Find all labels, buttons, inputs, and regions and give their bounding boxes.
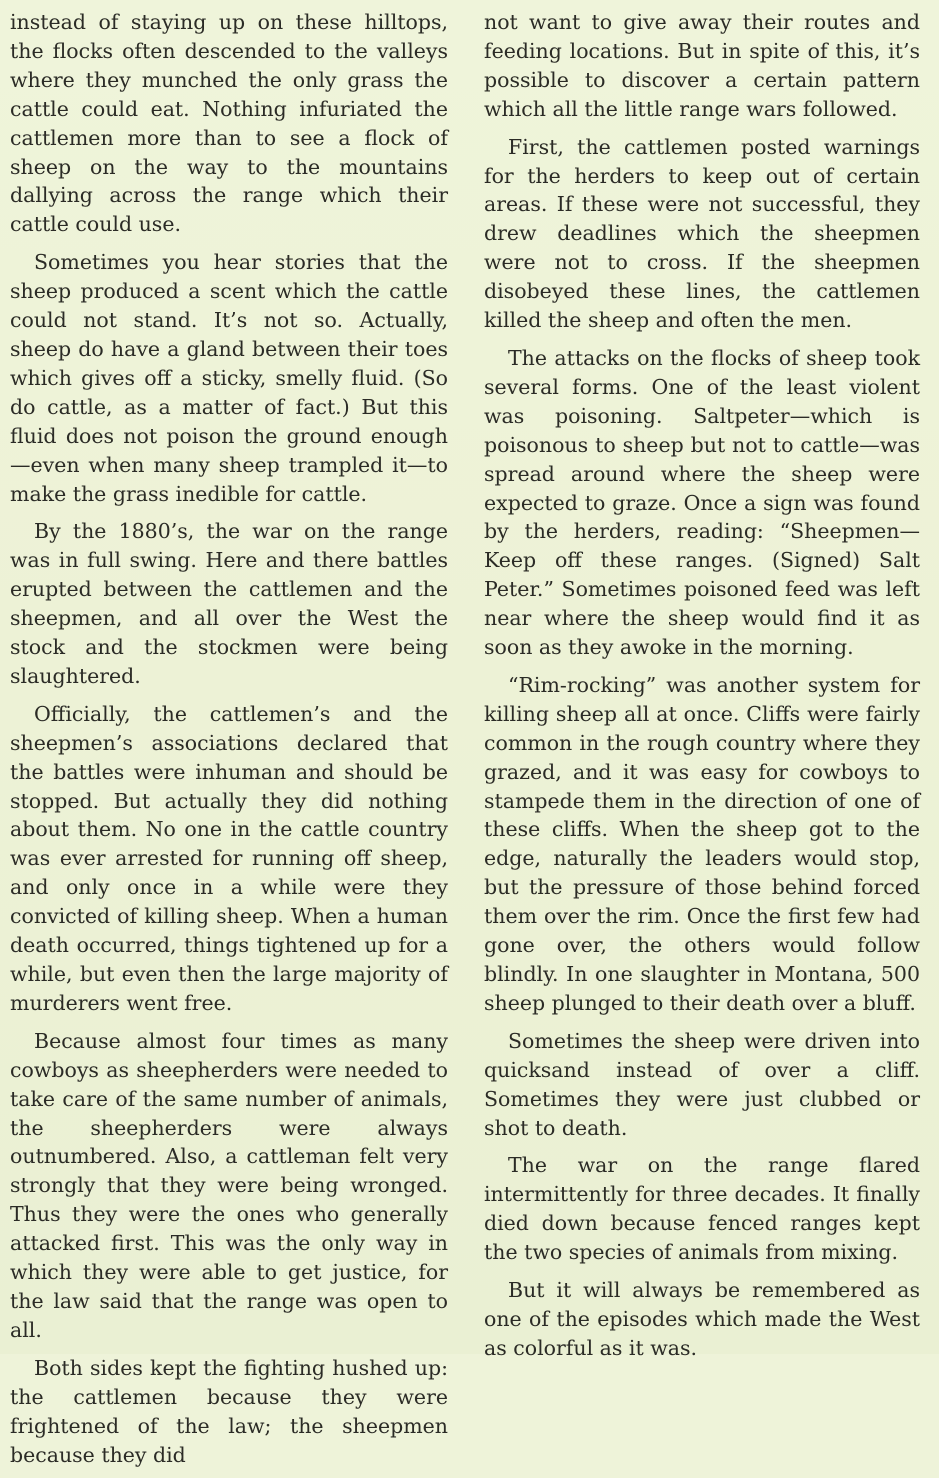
paragraph: not want to give away their routes and feeding locations. But in spite of this, it’s possible to discover a certain pattern which all the little range wars followed. — [484, 10, 920, 121]
paragraph: The attacks on the flocks of sheep took several forms. One of the least violent was poisoning. Saltpeter—which is poisonous to sheep but not to cattle—was spread around where the sheep were expected to graze. Once a sign was found by the herders, reading: “Sheepmen—Keep off these ranges. (Signed) Salt Peter.” Sometimes poisoned feed was left near where the sheep would find it as soon as they awoke in the morning. — [484, 345, 920, 660]
paragraph: Sometimes the sheep were driven into quicksand instead of over a cliff. Sometimes they were just clubbed or shot to death. — [484, 1028, 920, 1140]
paragraph: Both sides kept the fighting hushed up: the cattlemen because they were frightened of the law; the sheepmen because they did — [10, 1355, 448, 1467]
paragraph: Officially, the cattlemen’s and the sheepmen’s associations declared that the battles were inhuman and should be stopped. But actually they did nothing about them. No one in the cattle country was ever arrested for running off sheep, and only once in a while were they convicted of killing sheep. When a human death occurred, things tightened up for a while, but even then the large majority of murderers went free. — [10, 701, 448, 1015]
paragraph: First, the cattlemen posted warnings for the herders to keep out of certain areas. If these were not successful, they drew deadlines which the sheepmen were not to cross. If the sheepmen disobeyed these lines, the cattlemen killed the sheep and often the men. — [484, 134, 920, 333]
paragraph: By the 1880’s, the war on the range was in full swing. Here and there battles erupted between the cattlemen and the sheepmen, and all over the West the stock and the stockmen were being slaughtered. — [10, 519, 448, 688]
paragraph: The war on the range flared intermittently for three decades. It finally died down because fenced ranges kept the two species of animals from mixing. — [484, 1153, 920, 1265]
paragraph: instead of staying up on these hilltops, the flocks often descended to the valleys where they munched the only grass the cattle could eat. Nothing infuriated the cattlemen more than to see a flock of sheep on the way to the mountains dallying across the range which their cattle could use. — [10, 10, 448, 237]
paragraph: “Rim-rocking” was another system for killing sheep all at once. Cliffs were fairly common in the rough country where they grazed, and it was easy for cowboys to stampede them in the direction of one of these cliffs. When the sheep got to the edge, naturally the leaders would stop, but the pressure of those behind forced them over the rim. Once the first few had gone over, the others would follow blindly. In one slaughter in Montana, 500 sheep plunged to their death over a bluff. — [484, 672, 920, 1015]
paragraph: Because almost four times as many cowboys as sheepherders were needed to take care of the same number of animals, the sheepherders were always outnumbered. Also, a cattleman felt very strongly that they were being wronged. Thus they were the ones who generally attacked first. This was the only way in which they were able to get justice, for the law said that the range was open to all. — [10, 1028, 448, 1342]
paragraph: But it will always be remembered as one of the episodes which made the West as colorful as it was. — [484, 1278, 920, 1360]
paragraph: Sometimes you hear stories that the sheep produced a scent which the cattle could not stand. It’s not so. Actually, sheep do have a gland between their toes which gives off a sticky, smelly fluid. (So do cattle, as a matter of fact.) But this fluid does not poison the ground enough—even when many sheep trampled it—to make the grass inedible for cattle. — [10, 250, 448, 506]
left-column — [10, 8, 448, 1478]
right-column — [484, 8, 920, 1372]
